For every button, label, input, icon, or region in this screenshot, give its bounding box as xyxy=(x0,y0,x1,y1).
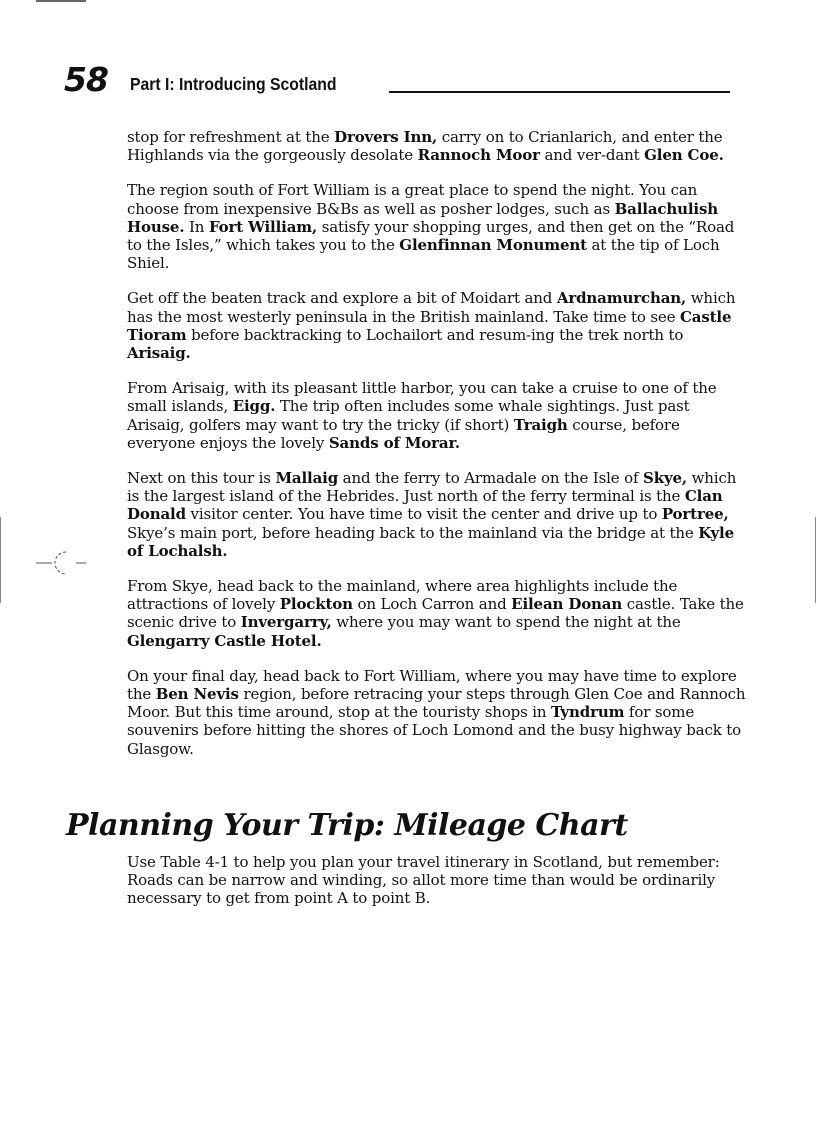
text-run: course, before everyone enjoys the lovely xyxy=(127,415,680,452)
bold-place-name: Kyle of Lochalsh. xyxy=(127,523,734,560)
text-run: which is the largest island of the Hebrides. Just north of the ferry terminal is the xyxy=(127,469,737,506)
paragraph xyxy=(127,379,747,452)
text-run: region, before retracing your steps through Glen Coe and Rannoch Moor. But this time around, stop at the touristy shops in xyxy=(127,685,746,722)
text-run: Next on this tour is xyxy=(127,469,276,488)
bold-place-name: Castle Tioram xyxy=(127,307,732,344)
body-text xyxy=(127,128,747,775)
paragraph xyxy=(127,128,747,164)
header-rule xyxy=(389,91,730,93)
bold-place-name: Ballachulish House. xyxy=(127,199,719,236)
text-run: Get off the beaten track and explore a bit of Moidart and xyxy=(127,289,557,308)
bold-place-name: Sands of Morar. xyxy=(328,433,460,452)
paragraph xyxy=(127,181,747,272)
bold-place-name: Ardnamurchan, xyxy=(556,289,687,308)
section-heading: Planning Your Trip: Mileage Chart xyxy=(66,808,628,843)
section-intro xyxy=(127,853,747,908)
bold-place-name: Traigh xyxy=(513,415,568,434)
text-run: which has the most westerly peninsula in the British mainland. Take time to see xyxy=(127,289,736,326)
text-run: On your final day, head back to Fort William, where you may have time to explore the xyxy=(127,666,737,704)
text-run: visitor center. You have time to visit the center and drive up to xyxy=(185,505,662,524)
bold-place-name: Glengarry Castle Hotel. xyxy=(127,631,322,650)
paragraph xyxy=(127,289,747,362)
bold-place-name: Skye, xyxy=(643,469,687,488)
text-run: From Arisaig, with its pleasant little harbor, you can take a cruise to one of the small islands, xyxy=(127,379,717,416)
bold-place-name: Eilean Donan xyxy=(511,595,623,614)
registration-mark-icon xyxy=(36,548,88,578)
bold-place-name: Fort William, xyxy=(208,217,318,236)
text-run: carry on to Crianlarich, and enter the Highlands via the gorgeously desolate xyxy=(127,128,723,165)
bold-place-name: Arisaig. xyxy=(127,344,191,363)
text-run: before backtracking to Lochailort and resum-ing the trek north to xyxy=(186,325,684,344)
bold-place-name: Plockton xyxy=(279,595,353,614)
paragraph xyxy=(127,577,747,650)
text-run: Skye’s main port, before heading back to the mainland via the bridge at the xyxy=(127,523,699,542)
text-run: for some souvenirs before hitting the shores of Loch Lomond and the busy highway back to Glasgow. xyxy=(127,703,742,758)
text-run: The region south of Fort William is a great place to spend the night. You can choose from inexpensive B&Bs as well as posher lodges, such as xyxy=(127,181,698,218)
text-run: From Skye, head back to the mainland, where area highlights include the attractions of lovely xyxy=(127,577,678,614)
text-run: at the tip of Loch Shiel. xyxy=(127,236,720,273)
bold-place-name: Clan Donald xyxy=(127,487,723,524)
text-run: satisfy your shopping urges, and then get on the “Road to the Isles,” which takes you to the xyxy=(127,217,735,255)
bold-place-name: Eigg. xyxy=(232,397,276,416)
text-run: The trip often includes some whale sightings. Just past Arisaig, golfers may want to try the tricky (if short) xyxy=(127,397,690,434)
text-run: and ver-dant xyxy=(539,146,645,165)
bold-place-name: Portree, xyxy=(661,505,729,524)
page-number: 58 xyxy=(64,60,108,99)
bold-place-name: Drovers Inn, xyxy=(334,128,438,146)
text-run: stop for refreshment at the xyxy=(127,128,335,146)
intro-paragraph: Use Table 4-1 to help you plan your travel itinerary in Scotland, but remember: Roads can be narrow and winding, so allot more time than would be ordinarily necessary to get from point A to point B. xyxy=(127,853,720,908)
bold-place-name: Invergarry, xyxy=(240,613,332,632)
bold-place-name: Mallaig xyxy=(275,469,339,488)
text-run: In xyxy=(184,217,209,236)
text-run: where you may want to spend the night at the xyxy=(331,613,681,632)
text-run: and the ferry to Armadale on the Isle of xyxy=(338,469,644,488)
bold-place-name: Rannoch Moor xyxy=(417,146,540,165)
bold-place-name: Glen Coe. xyxy=(644,146,724,165)
bold-place-name: Ben Nevis xyxy=(155,685,239,704)
paragraph xyxy=(127,469,747,560)
text-run: castle. Take the scenic drive to xyxy=(127,595,744,632)
paragraph xyxy=(127,667,747,758)
bold-place-name: Tyndrum xyxy=(551,703,625,722)
top-crop-line xyxy=(36,0,86,2)
running-header-title: Part I: Introducing Scotland xyxy=(130,74,337,94)
text-run: on Loch Carron and xyxy=(352,595,512,614)
bold-place-name: Glenfinnan Monument xyxy=(399,236,587,255)
left-crop-mark xyxy=(0,517,1,603)
